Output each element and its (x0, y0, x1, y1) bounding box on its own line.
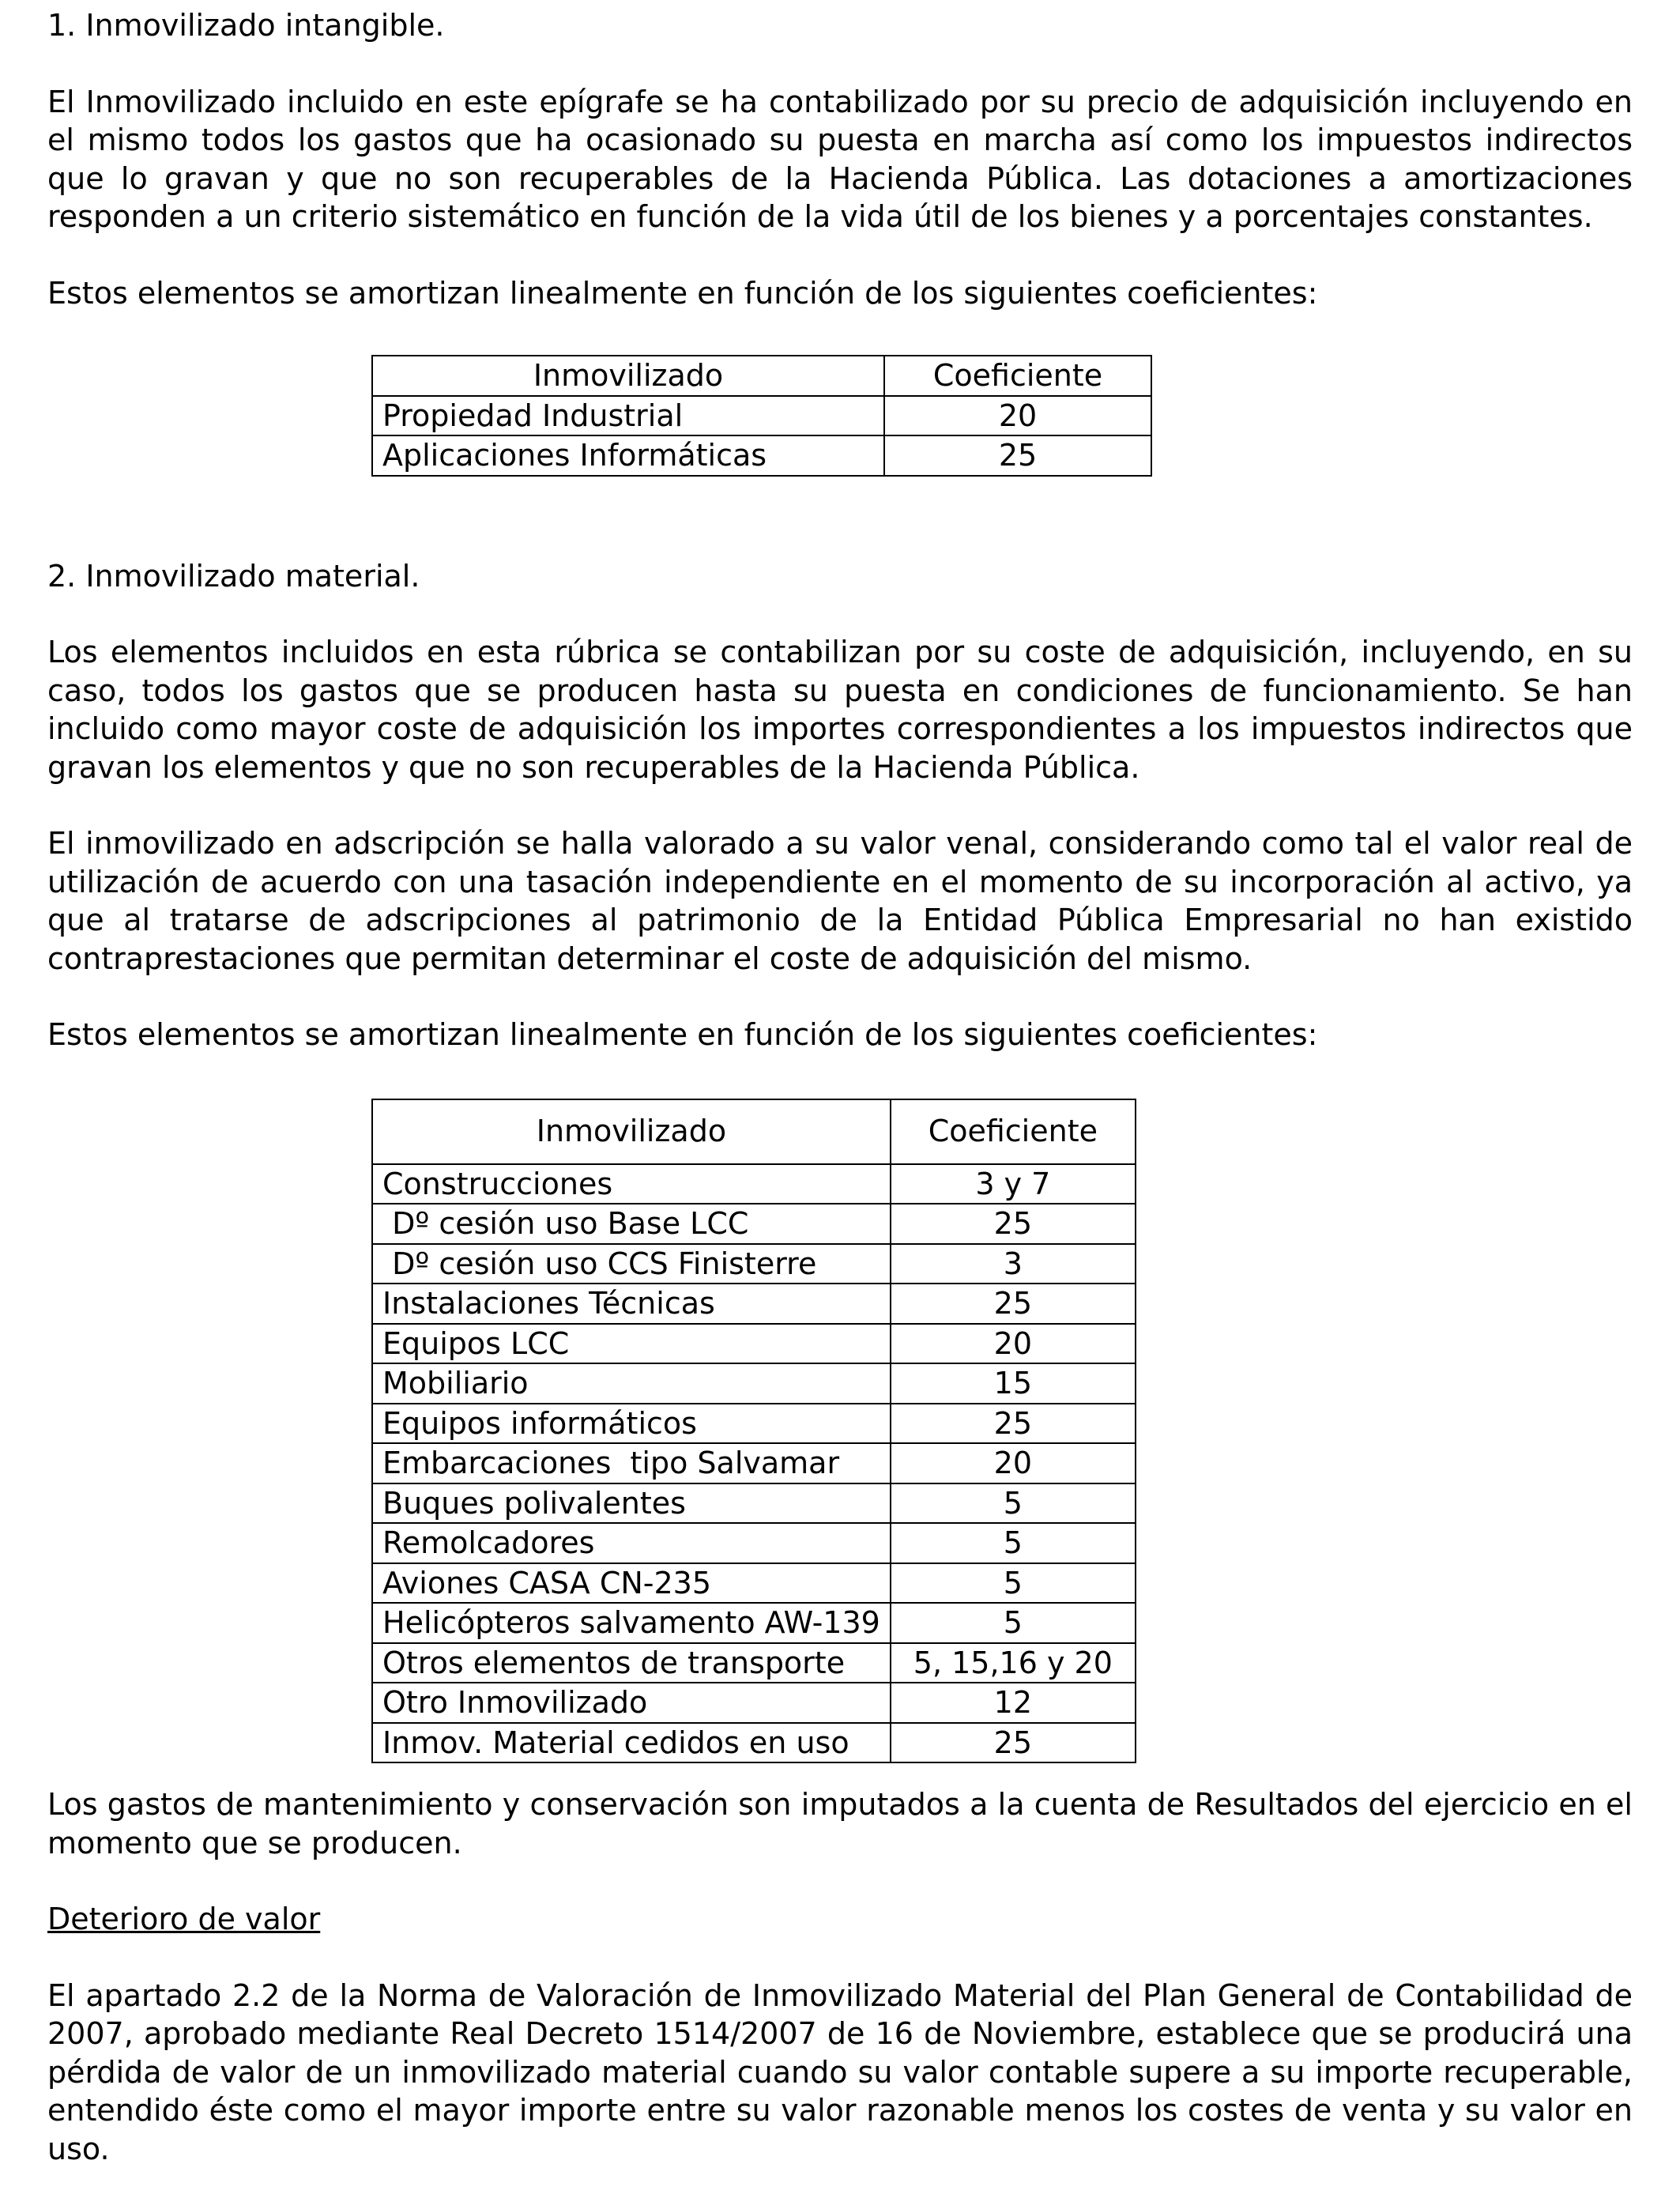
table-cell-item: Aplicaciones Informáticas (372, 435, 884, 476)
table-row (372, 1443, 1136, 1483)
table-cell-value: 20 (891, 1324, 1136, 1364)
table-cell-item: Construcciones (372, 1164, 891, 1204)
material-coefficients-table (371, 1099, 1136, 1764)
table-row (372, 1723, 1136, 1763)
section2-paragraph-3: Estos elementos se amortizan linealmente en función de los siguientes coeficientes: (47, 1017, 1318, 1052)
section1-paragraph-2: Estos elementos se amortizan linealmente en función de los siguientes coeficientes: (47, 275, 1318, 311)
intangible-coefficients-table (371, 355, 1152, 477)
section1-paragraph-1: El Inmovilizado incluido en este epígrafe se ha contabilizado por su precio de adquisición incluyendo en el mismo todos los gastos que ha ocasionado su puesta en marcha así como los impuestos indirectos que lo gravan y que no son recuperables de la Hacienda Pública. Las dotaciones a amortizaciones responden a un criterio sistemático en función de la vida útil de los bienes y a porcentajes constantes. (47, 84, 1633, 234)
section2-paragraph-4: Los gastos de mantenimiento y conservación son imputados a la cuenta de Resultados del ejercicio en el momento que se producen. (47, 1787, 1633, 1860)
table-row (372, 1483, 1136, 1524)
section2-paragraph-1: Los elementos incluidos en esta rúbrica se contabilizan por su coste de adquisición, incluyendo, en su caso, todos los gastos que se producen hasta su puesta en condiciones de funcionamiento. Se han incluido como mayor coste de adquisición los importes correspondientes a los impuestos indirectos que gravan los elementos y que no son recuperables de la Hacienda Pública. (47, 635, 1633, 785)
deterioro-heading (47, 1900, 1633, 1939)
section2-paragraph-2: El inmovilizado en adscripción se halla valorado a su valor venal, considerando como tal el valor real de utilización de acuerdo con una tasación independiente en el momento de su incorporación al activo, ya que al tratarse de adscripciones al patrimonio de la Entidad Pública Empresarial no han existido contraprestaciones que permitan determinar el coste de adquisición del mismo. (47, 826, 1633, 976)
table-cell-item: Equipos LCC (372, 1324, 891, 1364)
table-row (372, 1284, 1136, 1324)
table-header-coeficiente: Coeficiente (891, 1099, 1136, 1164)
table-cell-item: Dº cesión uso CCS Finisterre (372, 1244, 891, 1284)
table-cell-item: Dº cesión uso Base LCC (372, 1204, 891, 1244)
table-cell-value: 5 (891, 1603, 1136, 1643)
table-cell-item: Buques polivalentes (372, 1483, 891, 1524)
table-header-coeficiente: Coeficiente (884, 356, 1151, 396)
section1-heading: 1. Inmovilizado intangible. (47, 8, 445, 43)
table-cell-value: 25 (891, 1284, 1136, 1324)
table-row (372, 435, 1151, 476)
table-cell-item: Propiedad Industrial (372, 396, 884, 436)
table-header-row (372, 356, 1151, 396)
table-cell-value: 5, 15,16 y 20 (891, 1643, 1136, 1683)
table-cell-value: 3 (891, 1244, 1136, 1284)
table-row (372, 1643, 1136, 1683)
table-row (372, 1563, 1136, 1604)
deterioro-paragraph: El apartado 2.2 de la Norma de Valoración de Inmovilizado Material del Plan General de Contabilidad de 2007, aprobado mediante Real Decreto 1514/2007 de 16 de Noviembre, establece que se producirá una pérdida de valor de un inmovilizado material cuando su valor contable supere a su importe recuperable, entendido éste como el mayor importe entre su valor razonable menos los costes de venta y su valor en uso. (47, 1977, 1633, 2166)
table-cell-item: Inmov. Material cedidos en uso (372, 1723, 891, 1763)
table-row (372, 396, 1151, 436)
table-cell-value: 25 (891, 1204, 1136, 1244)
table-row (372, 1164, 1136, 1204)
table-row (372, 1603, 1136, 1643)
table-header-inmovilizado: Inmovilizado (372, 1099, 891, 1164)
table-cell-value: 12 (891, 1683, 1136, 1723)
table-row (372, 1324, 1136, 1364)
table-header-inmovilizado: Inmovilizado (372, 356, 884, 396)
deterioro-heading-text: Deterioro de valor (47, 1902, 321, 1936)
table-cell-item: Mobiliario (372, 1363, 891, 1404)
table-cell-value: 15 (891, 1363, 1136, 1404)
table-cell-value: 20 (884, 396, 1151, 436)
table-cell-item: Aviones CASA CN-235 (372, 1563, 891, 1604)
table-row (372, 1363, 1136, 1404)
table-row (372, 1244, 1136, 1284)
section2-heading: 2. Inmovilizado material. (47, 558, 420, 594)
table-cell-item: Otros elementos de transporte (372, 1643, 891, 1683)
table-cell-item: Equipos informáticos (372, 1404, 891, 1444)
table-row (372, 1404, 1136, 1444)
table-cell-item: Embarcaciones tipo Salvamar (372, 1443, 891, 1483)
table-cell-value: 25 (884, 435, 1151, 476)
table-cell-item: Remolcadores (372, 1523, 891, 1563)
table-row (372, 1683, 1136, 1723)
table-cell-value: 5 (891, 1523, 1136, 1563)
document-page (47, 6, 1633, 2168)
table-cell-item: Helicópteros salvamento AW-139 (372, 1603, 891, 1643)
table-cell-value: 3 y 7 (891, 1164, 1136, 1204)
table-cell-value: 5 (891, 1563, 1136, 1604)
table-cell-item: Instalaciones Técnicas (372, 1284, 891, 1324)
table-cell-value: 25 (891, 1404, 1136, 1444)
table-header-row (372, 1099, 1136, 1164)
table-row (372, 1204, 1136, 1244)
table-cell-value: 20 (891, 1443, 1136, 1483)
table-cell-item: Otro Inmovilizado (372, 1683, 891, 1723)
table-cell-value: 25 (891, 1723, 1136, 1763)
table-row (372, 1523, 1136, 1563)
table-cell-value: 5 (891, 1483, 1136, 1524)
